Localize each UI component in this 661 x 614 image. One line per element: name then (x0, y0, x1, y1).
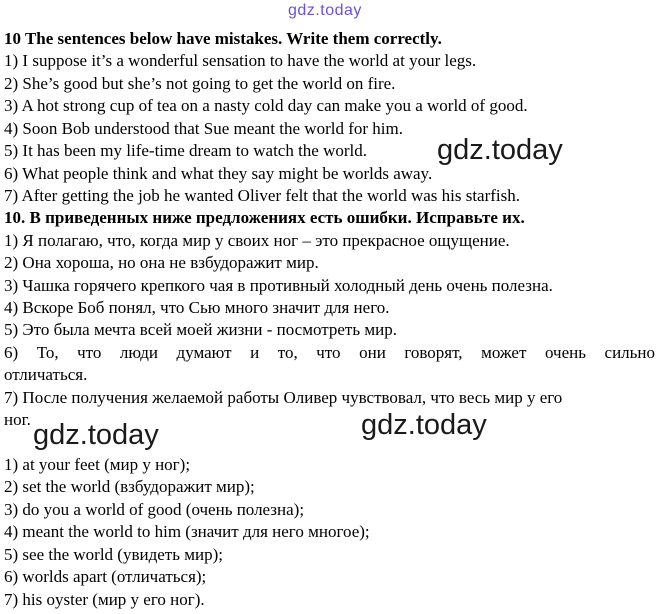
english-sentence-5: 5) It has been my life-time dream to watch the world. (4, 141, 368, 160)
english-sentence-2: 2) She’s good but she’s not going to get the world on fire. (4, 74, 396, 93)
watermark-lower-right: gdz.today (361, 409, 487, 441)
english-sentence-4: 4) Soon Bob understood that Sue meant the world for him. (4, 119, 403, 138)
answer-6: 6) worlds apart (отличаться); (4, 567, 207, 586)
english-sentence-6: 6) What people think and what they say might be worlds away. (4, 164, 433, 183)
watermark-mid-right: gdz.today (437, 134, 563, 166)
english-sentence-7: 7) After getting the job he wanted Oliver felt that the world was his starfish. (4, 186, 521, 205)
russian-sentence-4: 4) Вскоре Боб понял, что Сью много значит для него. (4, 298, 390, 317)
russian-sentence-2: 2) Она хороша, но она не взбудоражит мир. (4, 253, 319, 272)
russian-sentence-1: 1) Я полагаю, что, когда мир у своих ног – это прекрасное ощущение. (4, 231, 510, 250)
russian-sentence-7-cont: ног. (4, 410, 31, 429)
russian-sentence-3: 3) Чашка горячего крепкого чая в противный холодный день очень полезна. (4, 276, 553, 295)
english-sentence-3: 3) A hot strong cup of tea on a nasty cold day can make you a world of good. (4, 96, 528, 115)
russian-sentence-7: 7) После получения желаемой работы Оливер чувствовал, что весь мир у его (4, 388, 563, 407)
answer-1: 1) at your feet (мир у ног); (4, 455, 191, 474)
watermark-lower-left: gdz.today (33, 419, 159, 451)
watermark-top: gdz.today (288, 2, 362, 19)
russian-sentence-6: 6) То, что люди думают и то, что они говорят, может очень сильно (4, 343, 655, 362)
russian-sentence-6-cont: отличаться. (4, 365, 88, 384)
english-sentence-1: 1) I suppose it’s a wonderful sensation to have the world at your legs. (4, 51, 477, 70)
answer-4: 4) meant the world to him (значит для него многое); (4, 522, 370, 541)
answer-2: 2) set the world (взбудоражит мир); (4, 477, 255, 496)
answer-3: 3) do you a world of good (очень полезна); (4, 500, 305, 519)
russian-sentence-5: 5) Это была мечта всей моей жизни - посмотреть мир. (4, 320, 397, 339)
answer-7: 7) his oyster (мир у его ног). (4, 590, 205, 609)
english-heading: 10 The sentences below have mistakes. Write them correctly. (4, 29, 442, 48)
answer-5: 5) see the world (увидеть мир); (4, 545, 223, 564)
russian-heading: 10. В приведенных ниже предложениях есть ошибки. Исправьте их. (4, 208, 525, 227)
